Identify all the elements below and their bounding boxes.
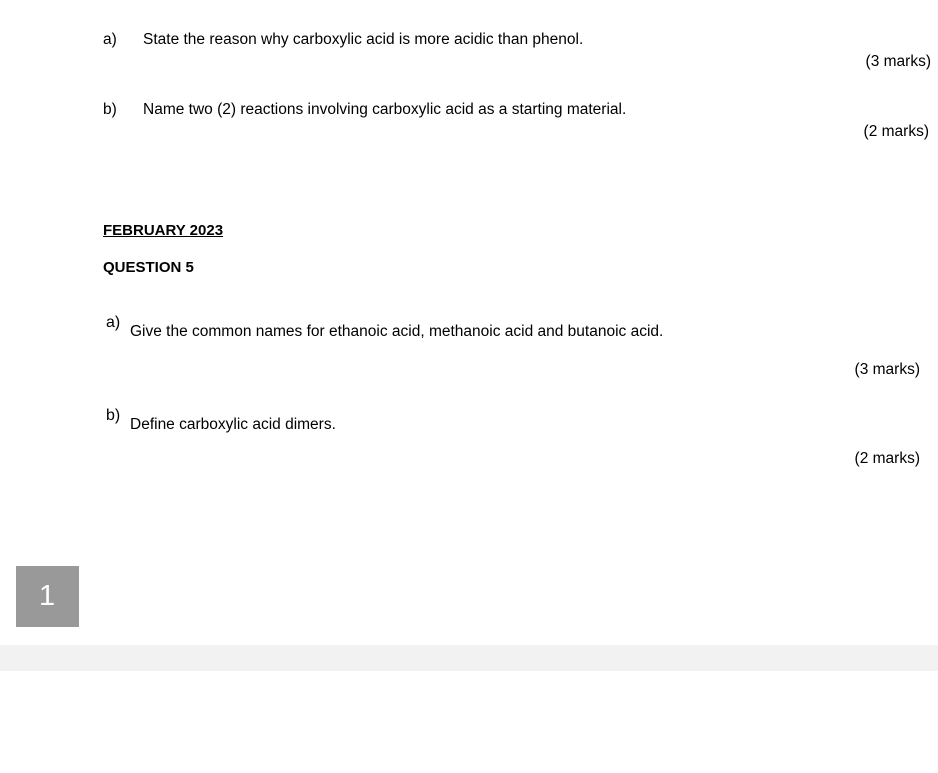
date-heading: FEBRUARY 2023 <box>103 222 224 239</box>
q5-item-a-marks: (3 marks) <box>854 361 920 378</box>
next-page-area <box>0 671 938 773</box>
page-gap <box>0 645 938 671</box>
page-number-badge: 1 <box>16 566 79 627</box>
q5-item-a-text: Give the common names for ethanoic acid, methanoic acid and butanoic acid. <box>130 323 664 340</box>
item-a-label: a) <box>103 31 117 48</box>
q5-item-b-text: Define carboxylic acid dimers. <box>130 416 336 433</box>
item-a-marks: (3 marks) <box>865 53 931 70</box>
item-b-label: b) <box>103 101 117 118</box>
q5-item-a-label: a) <box>106 314 121 331</box>
item-b-text: Name two (2) reactions involving carboxylic acid as a starting material. <box>143 101 627 118</box>
question-heading: QUESTION 5 <box>103 259 194 276</box>
q5-item-b-label: b) <box>106 407 121 424</box>
q5-item-b-marks: (2 marks) <box>854 450 920 467</box>
item-a-text: State the reason why carboxylic acid is more acidic than phenol. <box>143 31 584 48</box>
item-b-marks: (2 marks) <box>863 123 929 140</box>
